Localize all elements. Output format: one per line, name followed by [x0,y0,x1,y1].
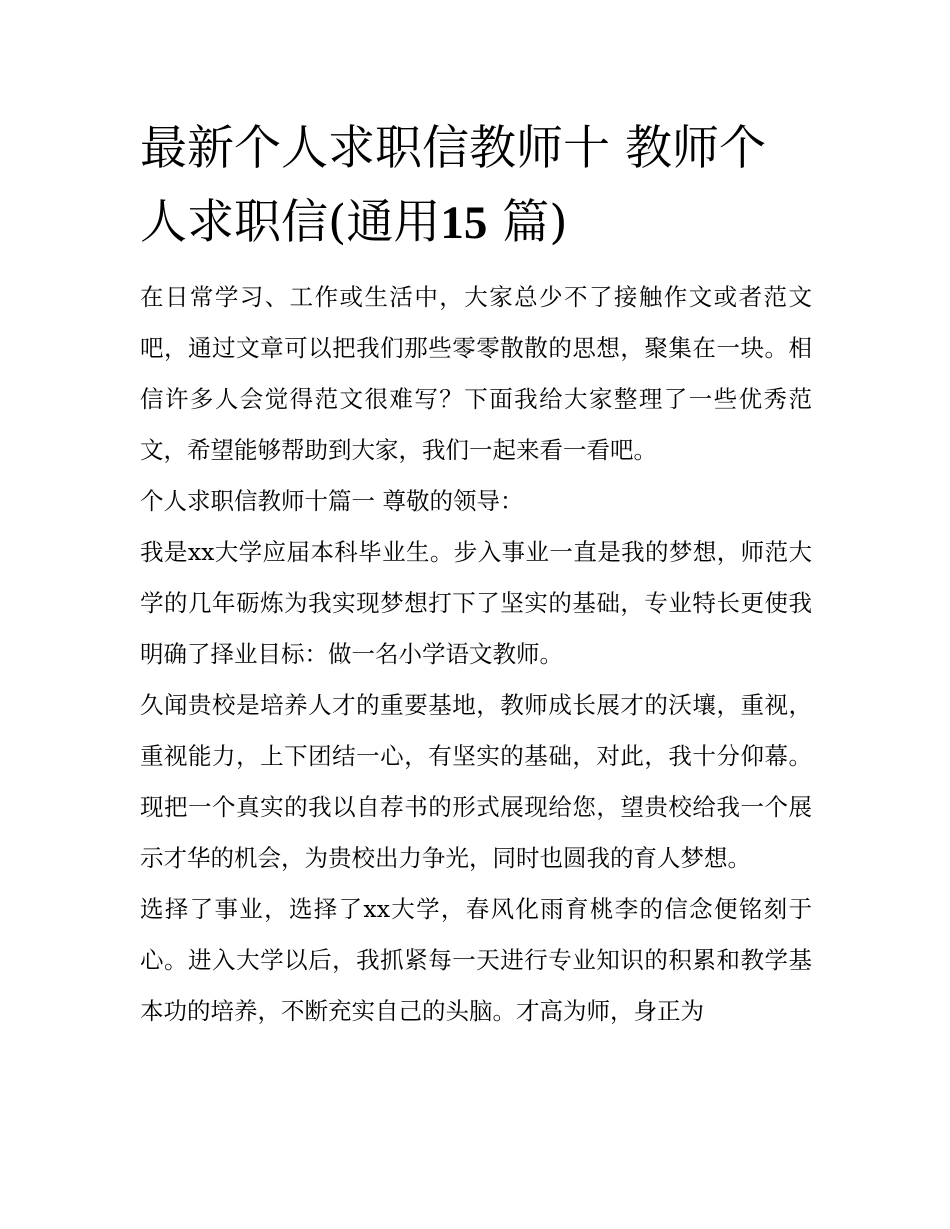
paragraph-school-admiration: 久闻贵校是培养人才的重要基地，教师成长展才的沃壤，重视，重视能力，上下团结一心，有坚实的基础，对此，我十分仰幕。现把一个真实的我以自荐书的形式展现给您，望贵校给我一个展示才华的机会，为贵校出力争光，同时也圆我的育人梦想。 [140,691,812,872]
paragraph-intro: 在日常学习、工作或生活中，大家总少不了接触作文或者范文吧，通过文章可以把我们那些零零散散的思想，聚集在一块。相信许多人会觉得范文很难写？下面我给大家整理了一些优秀范文，希望能够帮助到大家，我们一起来看一看吧。 [140,283,812,464]
document-body [140,272,812,1037]
paragraph-self-intro: 我是xx大学应届本科毕业生。步入事业一直是我的梦想，师范大学的几年砺炼为我实现梦想打下了坚实的基础，专业特长更使我明确了择业目标：做一名小学语文教师。 [140,538,812,668]
document-title [140,112,812,260]
title-number: 15 [440,197,488,249]
document-page [140,112,812,1037]
title-text-part1: 最新个人求职信教师十 教师个人求职信(通用 [140,121,766,250]
paragraph-university-study: 选择了事业，选择了xx大学，春风化雨育桃李的信念便铭刻于心。进入大学以后，我抓紧每一天进行专业知识的积累和教学基本功的培养，不断充实自己的头脑。才高为师，身正为 [140,895,812,1025]
title-text-part2: 篇) [502,195,568,250]
paragraph-salutation: 个人求职信教师十篇一 尊敬的领导： [140,487,524,515]
